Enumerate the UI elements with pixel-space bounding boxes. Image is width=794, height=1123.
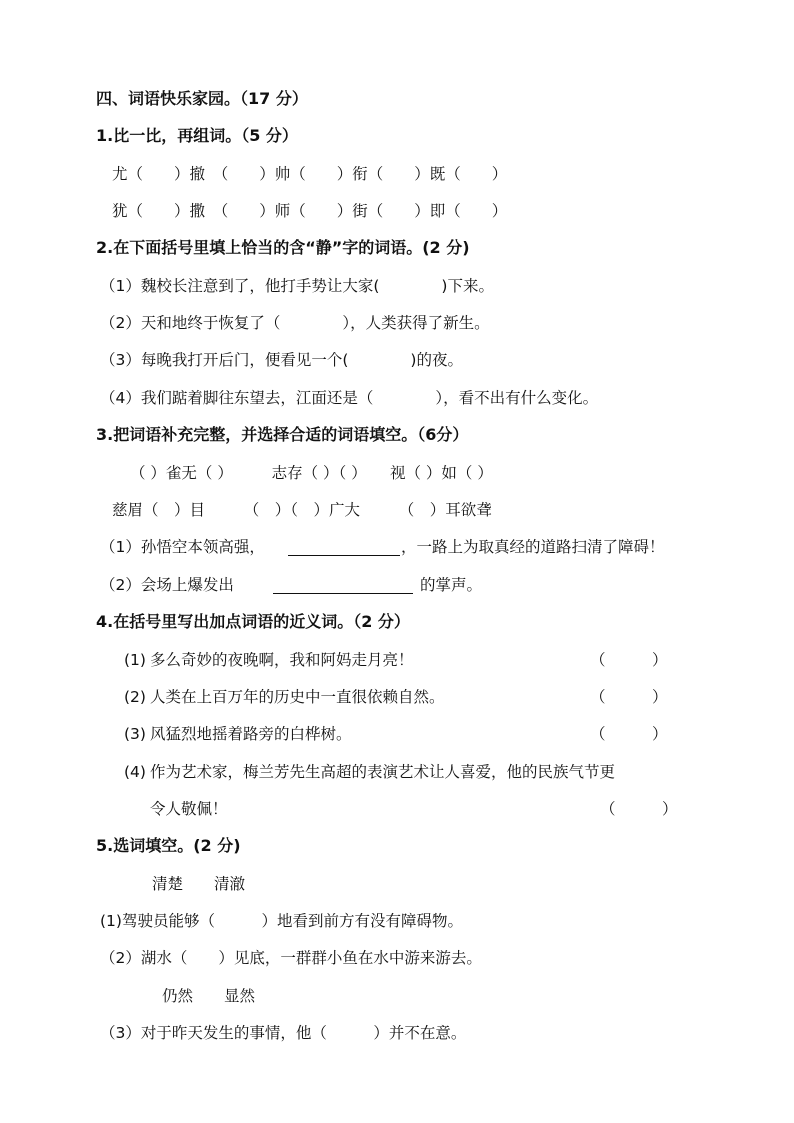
q4-item-2-text: 人类在上百万年的历史中一直很依赖自然。 [150, 688, 445, 706]
q5-item-1: (1)驾驶员能够（ ）地看到前方有没有障碍物。 [100, 912, 463, 930]
q3-item-2-start: （2）会场上爆发出 [100, 576, 234, 594]
q4-item-4-text: 作为艺术家，梅兰芳先生高超的表演艺术让人喜爱，他的民族气节更 [150, 763, 616, 781]
q3-item-1-start: （1）孙悟空本领高强， [100, 538, 265, 556]
q3-item-2-end: 的掌声。 [420, 576, 483, 594]
q4-item-2-blank: （ ） [590, 688, 668, 706]
q4-title: 4.在括号里写出加点词语的近义词。（2 分） [96, 612, 410, 631]
q2-item-1: （1）魏校长注意到了，他打手势让大家( )下来。 [100, 277, 494, 295]
q4-item-4-blank: （ ） [600, 800, 678, 818]
q4-item-3-blank: （ ） [590, 725, 668, 743]
q4-item-3-number: (3) [124, 725, 146, 743]
q2-title: 2.在下面括号里填上恰当的含“静”字的词语。(2 分) [96, 238, 470, 257]
q1-title: 1.比一比，再组词。（5 分） [96, 126, 298, 145]
q5-word-choices-2: 仍然 显然 [162, 987, 256, 1005]
q3-row-1: （ ）雀无（ ） 志存（ ）（ ） 视（ ）如（ ） [130, 464, 493, 482]
q2-item-2: （2）天和地终于恢复了（ ），人类获得了新生。 [100, 314, 490, 332]
q4-item-4-continued: 令人敬佩！ [150, 800, 228, 818]
q2-item-4: （4）我们踮着脚往东望去，江面还是（ ），看不出有什么变化。 [100, 389, 599, 407]
q3-item-2-blank [273, 593, 413, 594]
q3-title: 3.把词语补充完整，并选择合适的词语填空。（6分） [96, 425, 469, 444]
q3-row-2: 慈眉（ ）目 （ ）（ ）广大 （ ）耳欲聋 [112, 501, 492, 519]
q4-item-4-number: (4) [124, 763, 146, 781]
q3-item-1-blank [288, 555, 400, 556]
q5-item-3: （3）对于昨天发生的事情，他（ ）并不在意。 [100, 1024, 467, 1042]
q4-item-1-blank: （ ） [590, 651, 668, 669]
q5-word-choices-1: 清楚 清澈 [152, 875, 246, 893]
q4-item-1-number: (1) [124, 651, 146, 669]
q5-item-2: （2）湖水（ ）见底，一群群小鱼在水中游来游去。 [100, 949, 482, 967]
section-title: 四、词语快乐家园。（17 分） [96, 89, 308, 108]
q2-item-3: （3）每晚我打开后门，便看见一个( )的夜。 [100, 351, 463, 369]
q1-row-2: 犹（ ）撒 （ ）师（ ）街（ ）即（ ） [112, 202, 508, 220]
q3-item-1-end: ，一路上为取真经的道路扫清了障碍！ [401, 538, 665, 556]
q4-item-3-text: 风猛烈地摇着路旁的白桦树。 [150, 725, 352, 743]
q5-title: 5.选词填空。(2 分) [96, 836, 241, 855]
q1-row-1: 尤（ ）撤 （ ）帅（ ）衔（ ）既（ ） [112, 165, 508, 183]
q4-item-2-number: (2) [124, 688, 146, 706]
q4-item-1-text: 多么奇妙的夜晚啊，我和阿妈走月亮！ [150, 651, 414, 669]
